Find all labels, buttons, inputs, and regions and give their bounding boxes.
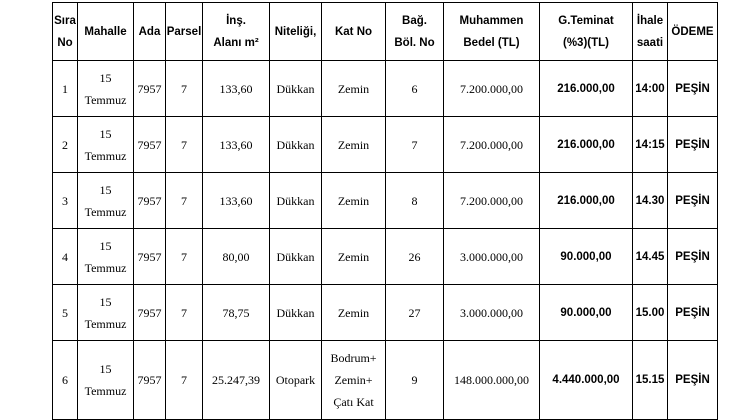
cell-sira: 5 (53, 285, 78, 341)
cell-teminat: 216.000,00 (540, 61, 633, 117)
header-ihale-saati: İhale saati (633, 3, 668, 61)
header-gecici-teminat: G.Teminat (%3)(TL) (540, 3, 633, 61)
cell-bedel: 3.000.000,00 (444, 229, 540, 285)
cell-saat: 14:00 (633, 61, 668, 117)
cell-sira: 1 (53, 61, 78, 117)
header-ada: Ada (134, 3, 166, 61)
cell-bag-bol: 27 (386, 285, 444, 341)
cell-odeme: PEŞİN (668, 229, 718, 285)
cell-mahalle: 15 Temmuz (78, 117, 134, 173)
table-row (53, 229, 718, 285)
cell-parsel: 7 (166, 117, 203, 173)
cell-alan: 78,75 (203, 285, 270, 341)
auction-table (52, 2, 718, 420)
cell-mahalle: 15 Temmuz (78, 173, 134, 229)
cell-sira: 2 (53, 117, 78, 173)
cell-alan: 133,60 (203, 173, 270, 229)
cell-nitelik: Dükkan (270, 229, 322, 285)
cell-teminat: 90.000,00 (540, 229, 633, 285)
cell-parsel: 7 (166, 285, 203, 341)
cell-teminat: 216.000,00 (540, 117, 633, 173)
cell-bedel: 7.200.000,00 (444, 117, 540, 173)
header-mahalle: Mahalle (78, 3, 134, 61)
cell-kat: Bodrum+ Zemin+ Çatı Kat (322, 341, 386, 420)
header-row (53, 3, 718, 61)
cell-mahalle: 15 Temmuz (78, 341, 134, 420)
cell-saat: 14.30 (633, 173, 668, 229)
cell-alan: 133,60 (203, 61, 270, 117)
cell-parsel: 7 (166, 341, 203, 420)
cell-odeme: PEŞİN (668, 341, 718, 420)
cell-kat: Zemin (322, 61, 386, 117)
cell-alan: 25.247,39 (203, 341, 270, 420)
cell-saat: 15.00 (633, 285, 668, 341)
cell-odeme: PEŞİN (668, 173, 718, 229)
cell-kat: Zemin (322, 173, 386, 229)
header-kat-no: Kat No (322, 3, 386, 61)
cell-teminat: 216.000,00 (540, 173, 633, 229)
cell-nitelik: Dükkan (270, 285, 322, 341)
header-insaat-alani: İnş. Alanı m² (203, 3, 270, 61)
cell-alan: 80,00 (203, 229, 270, 285)
cell-ada: 7957 (134, 229, 166, 285)
cell-kat: Zemin (322, 117, 386, 173)
cell-kat: Zemin (322, 229, 386, 285)
header-sira-no: Sıra No (53, 3, 78, 61)
cell-parsel: 7 (166, 229, 203, 285)
cell-teminat: 90.000,00 (540, 285, 633, 341)
cell-bedel: 7.200.000,00 (444, 61, 540, 117)
cell-teminat: 4.440.000,00 (540, 341, 633, 420)
cell-nitelik: Dükkan (270, 117, 322, 173)
header-bag-bol-no: Bağ. Böl. No (386, 3, 444, 61)
cell-nitelik: Dükkan (270, 61, 322, 117)
cell-bag-bol: 7 (386, 117, 444, 173)
cell-ada: 7957 (134, 285, 166, 341)
cell-bag-bol: 26 (386, 229, 444, 285)
cell-sira: 4 (53, 229, 78, 285)
cell-bag-bol: 9 (386, 341, 444, 420)
cell-nitelik: Otopark (270, 341, 322, 420)
cell-bag-bol: 8 (386, 173, 444, 229)
cell-ada: 7957 (134, 173, 166, 229)
cell-odeme: PEŞİN (668, 117, 718, 173)
table-row (53, 61, 718, 117)
cell-bedel: 3.000.000,00 (444, 285, 540, 341)
cell-sira: 3 (53, 173, 78, 229)
cell-saat: 15.15 (633, 341, 668, 420)
cell-odeme: PEŞİN (668, 61, 718, 117)
cell-alan: 133,60 (203, 117, 270, 173)
cell-ada: 7957 (134, 117, 166, 173)
cell-parsel: 7 (166, 173, 203, 229)
table-row (53, 117, 718, 173)
header-muhammen-bedel: Muhammen Bedel (TL) (444, 3, 540, 61)
cell-odeme: PEŞİN (668, 285, 718, 341)
cell-mahalle: 15 Temmuz (78, 229, 134, 285)
cell-saat: 14.45 (633, 229, 668, 285)
cell-ada: 7957 (134, 61, 166, 117)
cell-ada: 7957 (134, 341, 166, 420)
header-niteligi: Niteliği, (270, 3, 322, 61)
cell-bedel: 7.200.000,00 (444, 173, 540, 229)
header-parsel: Parsel (166, 3, 203, 61)
cell-mahalle: 15 Temmuz (78, 61, 134, 117)
table-row (53, 173, 718, 229)
cell-mahalle: 15 Temmuz (78, 285, 134, 341)
cell-parsel: 7 (166, 61, 203, 117)
cell-bedel: 148.000.000,00 (444, 341, 540, 420)
table-row (53, 341, 718, 420)
header-odeme: ÖDEME (668, 3, 718, 61)
cell-saat: 14:15 (633, 117, 668, 173)
cell-nitelik: Dükkan (270, 173, 322, 229)
cell-kat: Zemin (322, 285, 386, 341)
cell-sira: 6 (53, 341, 78, 420)
cell-bag-bol: 6 (386, 61, 444, 117)
table-row (53, 285, 718, 341)
